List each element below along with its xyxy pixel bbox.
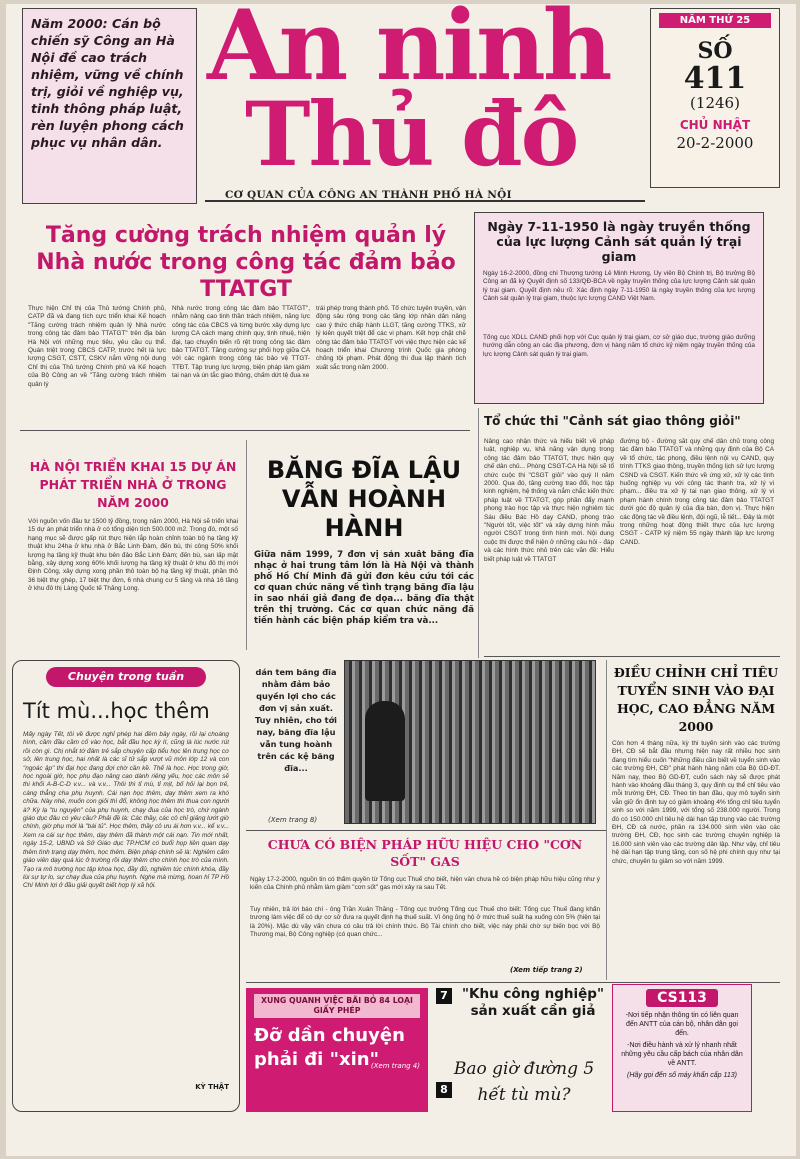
lead-col-2-text: Nhà nước trong công tác đảm bảo TTATGT", nhằm nâng cao tinh thần trách nhiệm, năng lực công tác của CBCS và từng bước xây dựng lực lượng CA cách mạng chính quy, tinh nhuệ, hiện đại, tạo chuyển biến rõ rệt trong công tác đảm bảo TTATGT. Tăng cường sự phối hợp giữa CA với các ngành trong công tác bảo vệ TTGT-TTĐT. Tập trung lực lượng, biện pháp làm giảm tai nạn và ùn tắc giao thông, chấm dứt tệ đua xe: [172, 305, 310, 380]
story-headline: Tít mù...học thêm: [23, 699, 210, 723]
teaser-2[interactable]: [436, 1054, 606, 1112]
masthead-title-line1: An ninh: [207, 0, 610, 102]
lead-col-1: [28, 305, 166, 425]
story-section-banner: [46, 667, 206, 687]
divider-mid: [484, 656, 780, 657]
story-section-label: Chuyện trong tuần: [67, 670, 185, 683]
masthead-title-line2: Thủ đô: [245, 82, 578, 186]
masthead-rule: [205, 200, 645, 202]
discs-continued: (Xem trang 8): [268, 816, 318, 824]
story-author: KỲ THẬT: [195, 1083, 229, 1091]
gas-continued: (Xem tiếp trang 2): [510, 966, 583, 974]
issue-box: [650, 8, 780, 188]
column-rule-2: [478, 408, 479, 658]
prison-police-body-2: Tổng cục XDLL CAND phối hợp với Cục quản lý trại giam, cơ sở giáo dục, trường giáo dưỡng hướng dẫn công an các địa phương, đơn vị hàng năm tổ chức kỷ niệm ngày truyền thống của lực lượng Cảnh sát quản lý trại giam.: [483, 334, 755, 358]
discs-lead: Giữa năm 1999, 7 đơn vị sản xuất băng đĩa nhạc ở hai trung tâm lớn là Hà Nội và thành phố Hồ Chí Minh đã gửi đơn kêu cứu tới các cơ quan chức năng về tình trạng băng đĩa lậu in sao nhái giả đang đe dọa... băng đĩa thật trên thị trường. Các cơ quan chức năng đã tiến hành các biện pháp kiểm tra và...: [254, 550, 474, 626]
hotline-title: CS113: [646, 989, 718, 1007]
prison-police-headline: Ngày 7-11-1950 là ngày truyền thống của lực lượng Cảnh sát quản lý trại giam: [487, 219, 751, 264]
teaser-1-page: 7: [436, 988, 452, 1004]
contest-col-1: Nâng cao nhận thức và hiểu biết về pháp luật, nghiệp vụ, khả năng vận dụng trong công tác đảm bảo TTATGT, thực hiện quy chế dân chủ... Phòng CSGT-CA Hà Nội sẽ tổ chức cuộc thi "CSGT giỏi" vào quý II năm 2000. Qua đó, tăng cường trao đổi, học tập kinh nghiệm, hệ thống và nắm chắc kiến thức pháp luật về TTATGT, góp phần đẩy mạnh phong trào học tập và thực hiện nghiêm túc Sáu điều Bác Hồ dạy CAND, phong trào "Người tốt, việc tốt" và xây dựng hình mẫu người CSGT trong tình hình mới. Nội dung cuộc thi được thể hiện ở những câu hỏi - đáp và các hình thức nhỏ trên các văn đề: Hiểu biết pháp luật về TTATGT: [484, 438, 614, 563]
gas-body-2: Tuy nhiên, trả lời báo chí - ông Trần Xuân Thắng - Tổng cục trưởng Tổng cục Thuế cho biết: Tổng cục Thuế đang khẩn trương làm việc để có dự cơ sở đưa ra quyết định hạ thuế suất. Vì ông ủng hộ ở mức thuế suất hạ xuống còn 5% (hiện tại là 20%). Mặc dù vậy vấn chưa có câu trả lời chính thức. Bộ Tài chính cho biết, việc này phải chờ sự biến bọc với Bộ Thương mại, Bộ Công nghiệp (có quan chức...: [250, 906, 600, 939]
teaser-1[interactable]: [436, 988, 606, 1050]
prison-police-box: [474, 212, 764, 404]
masthead-subtitle: CƠ QUAN CỦA CÔNG AN THÀNH PHỐ HÀ NỘI: [225, 189, 512, 201]
prison-police-body-1: Ngày 16-2-2000, đồng chí Thượng tướng Lê Minh Hương, Ủy viên Bộ Chính trị, Bộ trưởng Bộ Công an đã ký Quyết định số 133/QĐ-BCA về ngày truyền thống của lực lượng Cảnh sát quản lý trại giam. Quyết định nêu rõ: Xác định ngày 7-11-1950 là ngày truyền thống của lực lượng Cảnh sát quản lý trại giam, thuộc lực lượng CAND Việt Nam.: [483, 270, 755, 303]
column-rule-3: [606, 660, 607, 980]
hotline-box: [612, 984, 752, 1112]
teaser-1-text: "Khu công nghiệp" sản xuất cần giả: [461, 986, 605, 1019]
issue-label: SỐ: [697, 38, 733, 64]
discs-headline: BĂNG ĐĨA LẬU VẪN HOÀNH HÀNH: [266, 456, 462, 542]
gas-body-1: Ngày 17-2-2000, nguồn tin có thẩm quyền từ Tổng cục Thuế cho biết, hiện vẫn chưa hề có biện pháp hữu hiệu cũng như ý kiến của Chính phủ nhằm làm giảm "cơn sốt" gas mới xảy ra sau Tết.: [250, 876, 600, 892]
housing-body: Với nguồn vốn đầu tư 1500 tỷ đồng, trong năm 2000, Hà Nội sẽ triển khai 15 dự án phát triển nhà ở có tổng diện tích 500.000 m2. Trong đó, một số hạng mục sẽ được gấp rút thực hiện lắp hoàn chỉnh toàn bộ hạ tầng kỹ thuật khu 24ha ở khu nhà ở Bắc Linh Đàm, đến bù, thi công 50% khối lượng hạ tầng kỹ thuật khu bên đảo Bắc Linh Đàm; đến bù, san lấp mặt bằng, xây dựng xong 60% khối lượng hạ tầng kỹ thuật ở khu đô thị mới Định Công, xây dựng xong phần thô toàn bộ hạ tầng kỹ thuật, phần thô 36 biệt thự ghép, 17 biệt thự đơn, 6 nhà chung cư 5 tầng và nhà 16 tầng ở khu đô thị Làng Quốc tế Thăng Long.: [28, 518, 238, 593]
licenses-headline: Đỡ dần chuyện phải đi "xin": [254, 1025, 405, 1070]
contest-col-2: đường bộ - đường sắt quy chế dân chủ trong công tác đảm bảo TTATGT và những quy định của Bộ CA về tổ chức, tác phong, điều lệnh nội vụ CAND, quy trình TTKS giao thông, truyền thống lịch sử lực lượng CSND và CSGT. Kiến thức về ứng xử, xử lý các tình huống nghiệp vụ với công tác thanh tra, xử lý vi phạm... điều tra xử lý tai nạn giao thông, xử lý vi phạm hành chính trong công tác đảm bảo TTATGT dưới góc độ quản lý của địa bàn, đơn vị. Thực hiện các động tác về điều lệnh, đội ngũ, lễ tiết... Đây là một trong những hoạt động thiết thực của lực lượng CSGT - CATP kỷ niệm 55 ngày thành lập lực lượng CAND.: [620, 438, 774, 546]
lead-col-3-text: trái phép trong thành phố. Tổ chức tuyên truyền, vận động sâu rộng trong các tầng lớp nhân dân nâng cao ý thức chấp hành LLGT, tăng cường TTKS, xử lý kiên quyết triệt để các vi phạm. Kết hợp chặt chẽ công tác đảm bảo TTATGT với việc thực hiện các kế hoạch triển khai Chương trình Quốc gia phòng chống tội phạm. Phát động thi đua lập thành tích xuất sắc trong năm 2000.: [316, 305, 466, 371]
issue-weekday: CHỦ NHẬT: [679, 118, 751, 132]
contest-headline: Tổ chức thi "Cảnh sát giao thông giỏi": [484, 414, 741, 428]
divider-top: [20, 430, 470, 431]
motto-box: [22, 8, 197, 204]
issue-total: (1246): [690, 94, 740, 112]
lead-col-3: [316, 305, 466, 425]
lead-headline: Tăng cường trách nhiệm quản lý Nhà nước trong công tác đảm bảo TTATGT: [36, 223, 456, 302]
licenses-continued: (Xem trang 4): [370, 1062, 420, 1070]
lead-col-2: [172, 305, 310, 425]
story-box: [12, 660, 240, 1112]
hotline-line-1: -Nơi tiếp nhận thông tin có liên quan đến ANTT của cán bộ, nhân dân gọi đến.: [625, 1012, 739, 1037]
discs-side: dán tem băng đĩa nhằm đảm bảo quyền lợi cho các đơn vị sản xuất. Tuy nhiên, cho tới nay, băng đĩa lậu vẫn tung hoành trên các kệ băng đĩa...: [254, 667, 337, 773]
story-body: Mấy ngày Tết, tôi về được nghỉ phép hai đêm bây ngày, rồi lại choáng hình, cầm đầu cầm cố vào học, bắt đầu học kỳ II, cũng là lúc nước rút rồi còn gì. Chị nhắt tớ đâm trẻ sắp chuyện cấp tiểu học lên trung học cơ sở, lên trung học, hai nhất là các sĩ tử sắp vượt vũ môn lớp 12 và con "ngoác ập" thi đại học đang đợi chờ cần kề. Thế là học. Học trong giờ, học ngoài giờ, học phụ đạo nâng cao dành riêng yếu, học các môn sẽ thi khối A-B-C-D v.v... và v.v... Thôi thì tỉ mù, tỉ mịt, bố hỏi lại bọn trẻ, càng thẳng cha phụ huynh. Cái nạn học thêm, dạy thêm xem ra khó chữa. Này nhé, muốn con giỏi thì đổ, không học thêm thì thua con người à? Kỳ lạ "tu nguyện" của phụ huynh, chạy đua của học trò, chứ ngành giáo dục đâu có yêu cầu? Phải đề là: Các thầy, các cô chỉ giảng lướt giờ chính, giờ phụ mới là "bài tủ". Học thêm, thầy cô ưu ái hơn v.v... kể v.v... Xem ra cái sự học thêm, dạy thêm đã thành một cái nạn. Tin mới nhất, ngày 15-2, UBND và Sở Giáo dục TP.HCM có buổi họp liên quan dạy thêm tình trạng dạy thêm, học thêm. Biện pháp chính sẽ là: Nghiêm cấm giáo viên dạy quá lúc ở trường rồi dạy thêm cho chính học trò của mình. Tạo ra mô trường học tập khoa học, đầy đủ, nghiêm túc chính khóa, đầy lùi sự tự lo, sự chạy đua của phụ huynh. Nghe mà mừng, hoan hỉ TP Hồ Chí Minh lợi ở đầu giải quyết biết hợp lý xã hội.: [23, 731, 229, 890]
licenses-box: [246, 988, 428, 1112]
person-figure: [365, 701, 405, 801]
teaser-2-text: Bao giờ đường 5 hết tù mù?: [453, 1059, 595, 1105]
lead-col-1-text: Thực hiện Chỉ thị của Thủ tướng Chính phủ, CATP đã và đang tích cực triển khai Kế hoạch "Tăng cường trách nhiệm quản lý Nhà nước trong công tác đảm bảo TTATGT" trên địa bàn Hà Nội với những mục tiêu, yêu cầu cụ thể. Quán triệt trong CBCS CATP, trước hết là lực lượng CSGT, CSTT, CSKV nắm vững nội dung Chỉ thị của Thủ tướng Chính phủ và Kế hoạch của Bộ Công an về "Tăng cường trách nhiệm quản lý: [28, 305, 166, 388]
motto-text: Năm 2000: Cán bộ chiến sỹ Công an Hà Nội đề cao trách nhiệm, vững về chính trị, giỏi về nghiệp vụ, tinh thông pháp luật, rèn luyện phong cách phục vụ nhân dân.: [31, 16, 184, 150]
teaser-2-page: 8: [436, 1082, 452, 1098]
issue-date: 20-2-2000: [676, 134, 754, 152]
divider-bottom: [246, 982, 780, 983]
housing-headline: HÀ NỘI TRIỂN KHAI 15 DỰ ÁN PHÁT TRIỂN NHÀ Ở TRONG NĂM 2000: [29, 459, 237, 510]
gas-headline: CHƯA CÓ BIỆN PHÁP HỮU HIỆU CHO "CƠN SỐT" GAS: [267, 837, 583, 869]
year-badge: NĂM THỨ 25: [659, 13, 771, 28]
issue-number: 411: [683, 61, 747, 96]
quota-body: Còn hơn 4 tháng nữa, kỳ thi tuyển sinh vào các trường ĐH, CĐ sẽ bắt đầu nhưng hiện nay rất nhiều học sinh đang tìm hiểu cuốn "Những điều cần biết về tuyển sinh vào các trường ĐH, CĐ" phát hành hàng năm của Bộ GD-ĐT. Năm nay, theo Bộ GD-ĐT, cuốn sách này sẽ được phát hành vào khoảng đầu tháng 3, quy định cụ thể chỉ tiêu vào mỗi trường ĐH, CĐ. Theo tin ban đầu, quy mô tuyển sinh vẫn giữ ổn định tuy có giảm khoảng 4% tổng chỉ tiêu tuyển sinh so với năm 1999, với tổng số 238.000 người. Trong đó có 150.000 chỉ tiêu hệ dài hạn tập trung vào các trường ĐH, CĐ cả nước, phần ra 134.000 sinh viên vào các trường ĐH, CĐ, học sinh các trường chuyên nghiệp là 16.000 sinh viên vào các trường dân lập. Như vậy, chỉ tiêu hệ dài hạn tập trung tăng, con số hệ phi chính quy như tại chức, chuyên tu giảm so với năm 1999.: [612, 740, 780, 865]
masthead: [205, 0, 645, 206]
hotline-line-2: -Nơi điều hành và xử lý nhanh nhất những yêu cầu cấp bách của nhân dân về ANTT.: [621, 1042, 743, 1067]
column-rule-1: [246, 440, 247, 650]
disc-shop-photo: [344, 660, 596, 824]
divider-gas: [246, 830, 606, 831]
quota-headline: ĐIỀU CHỈNH CHỈ TIÊU TUYỂN SINH VÀO ĐẠI HỌC, CAO ĐẲNG NĂM 2000: [613, 665, 779, 734]
licenses-kicker: XUNG QUANH VIỆC BÃI BỎ 84 LOẠI GIẤY PHÉP: [254, 994, 420, 1018]
hotline-line-3: (Hãy gọi đến số máy khẩn cấp 113): [627, 1072, 737, 1079]
